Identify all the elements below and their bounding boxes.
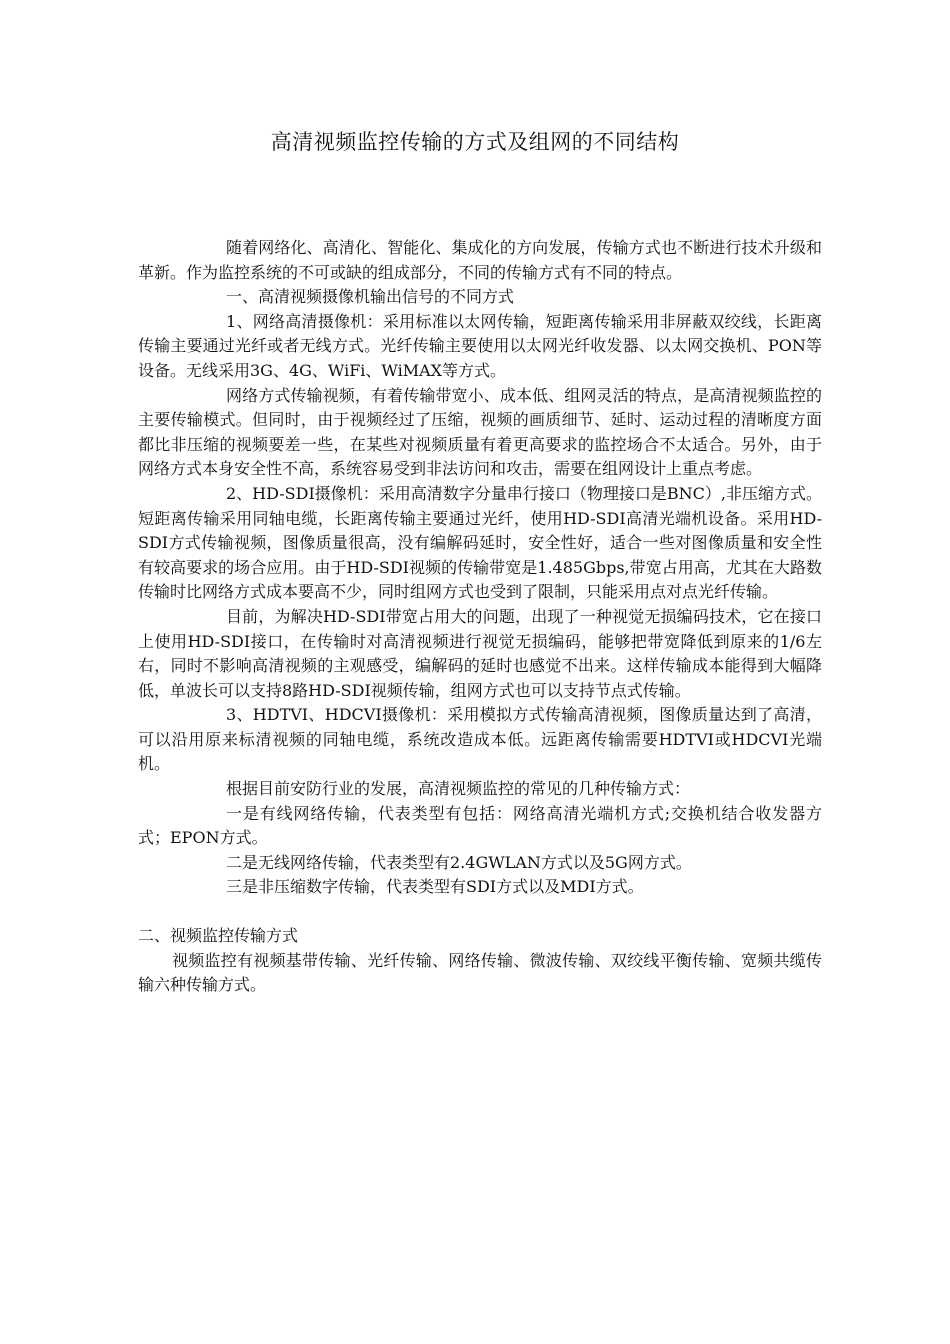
list-item-wireless: 二是无线网络传输，代表类型有2.4GWLAN方式以及5G网方式。 <box>226 852 692 872</box>
paragraph-visual-lossless: 目前，为解决HD-SDI带宽占用大的问题，出现了一种视觉无损编码技术，它在接口上使用HD-SDI接口，在传输时对高清视频进行视觉无损编码，能够把带宽降低到原来的1/6左右，同时不影响高清视频的主观感受，编解码的延时也感觉不出来。这样传输成本能得到大幅降低，单波长可以支持8路HD-SDI视频传输，组网方式也可以支持节点式传输。 <box>138 606 822 700</box>
paragraph-hd-sdi-camera: 2、HD-SDI摄像机：采用高清数字分量串行接口（物理接口是BNC）,非压缩方式。短距离传输采用同轴电缆，长距离传输主要通过光纤，使用HD-SDI高清光端机设备。采用HD-SDI方式传输视频，图像质量很高，没有编解码延时，安全性好，适合一些对图像质量和安全性有较高要求的场合应用。由于HD-SDI视频的传输带宽是1.485Gbps,带宽占用高，尤其在大路数传输时比网络方式成本要高不少，同时组网方式也受到了限制，只能采用点对点光纤传输。 <box>138 483 822 602</box>
intro-paragraph: 随着网络化、高清化、智能化、集成化的方向发展，传输方式也不断进行技术升级和革新。作为监控系统的不可或缺的组成部分，不同的传输方式有不同的特点。 <box>138 238 822 282</box>
document-title: 高清视频监控传输的方式及组网的不同结构 <box>270 130 680 154</box>
section-heading-1: 一、高清视频摄像机输出信号的不同方式 <box>226 287 515 307</box>
list-item-wired: 一是有线网络传输，代表类型有包括：网络高清光端机方式;交换机结合收发器方式；EPON方式。 <box>138 803 822 848</box>
paragraph-network-transmission: 网络方式传输视频，有着传输带宽小、成本低、组网灵活的特点，是高清视频监控的主要传输模式。但同时，由于视频经过了压缩，视频的画质细节、延时、运动过程的清晰度方面都比非压缩的视频要差一些，在某些对视频质量有着更高要求的监控场合不太适合。另外，由于网络方式本身安全性不高，系统容易受到非法访问和攻击，需要在组网设计上重点考虑。 <box>138 385 822 479</box>
paragraph-hdtvi-hdcvi: 3、HDTVI、HDCVI摄像机：采用模拟方式传输高清视频，图像质量达到了高清，可以沿用原来标清视频的同轴电缆，系统改造成本低。远距离传输需要HDTVI或HDCVI光端机。 <box>138 705 822 774</box>
document-body <box>138 236 822 998</box>
section-heading-2: 二、视频监控传输方式 <box>138 926 299 946</box>
paragraph-common-methods: 根据目前安防行业的发展，高清视频监控的常见的几种传输方式： <box>226 779 691 799</box>
paragraph-gap <box>138 900 822 924</box>
paragraph-transmission-types: 视频监控有视频基带传输、光纤传输、网络传输、微波传输、双绞线平衡传输、宽频共缆传输六种传输方式。 <box>138 950 822 995</box>
paragraph-network-camera: 1、网络高清摄像机：采用标准以太网传输，短距离传输采用非屏蔽双绞线，长距离传输主要通过光纤或者无线方式。光纤传输主要使用以太网光纤收发器、以太网交换机、PON等设备。无线采用3G、4G、WiFi、WiMAX等方式。 <box>138 311 822 380</box>
list-item-uncompressed: 三是非压缩数字传输，代表类型有SDI方式以及MDI方式。 <box>226 877 644 897</box>
